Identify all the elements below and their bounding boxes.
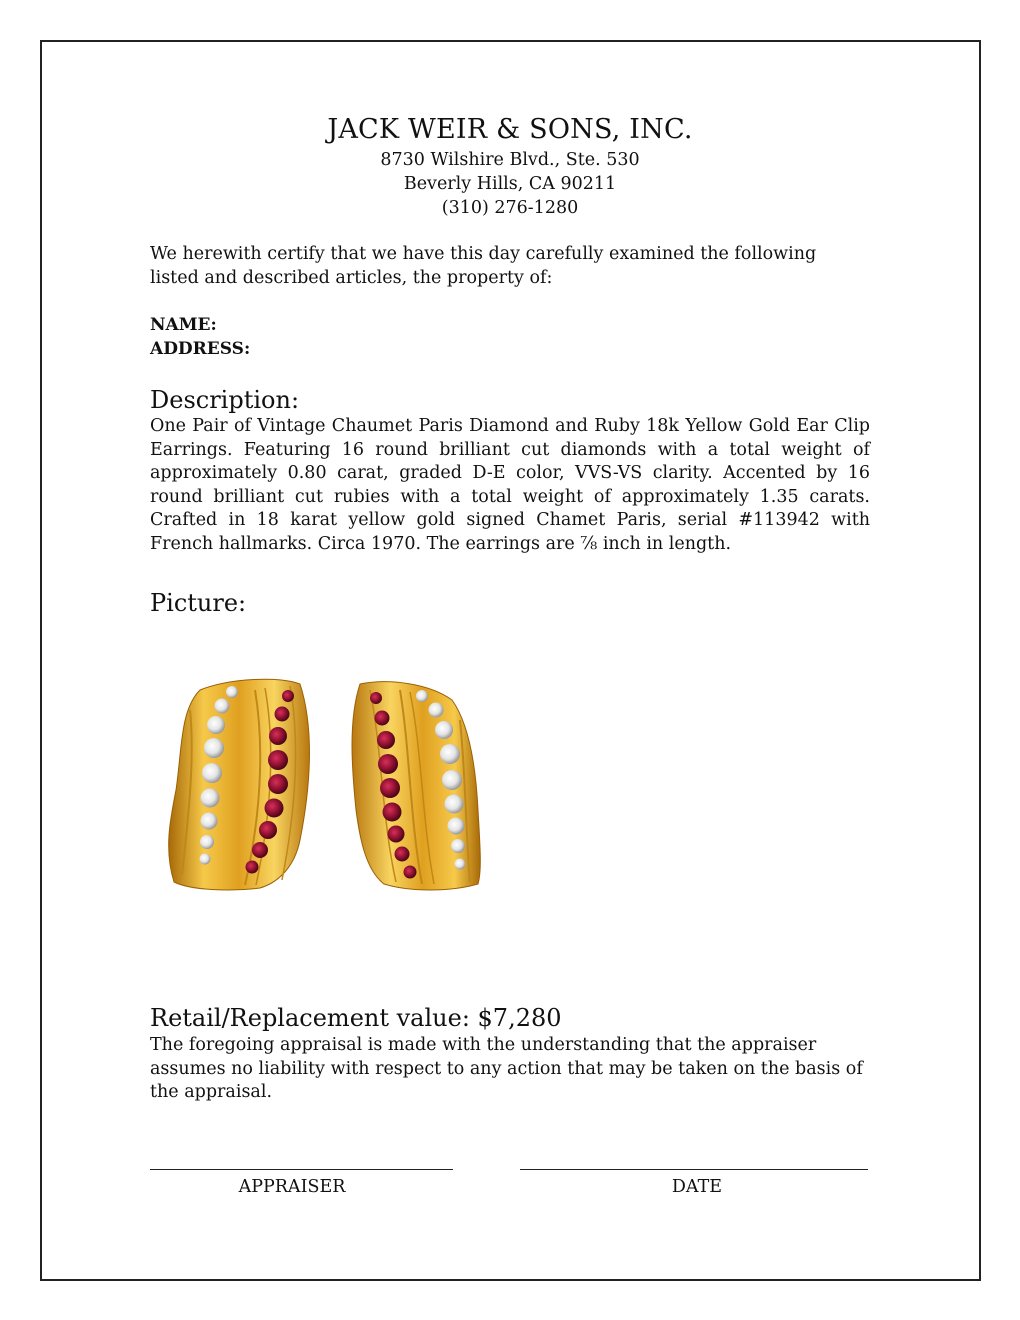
date-label: DATE bbox=[671, 1177, 723, 1197]
valuation-heading: Retail/Replacement value: $7,280 bbox=[150, 1004, 562, 1032]
letterhead bbox=[0, 112, 1020, 220]
valuation-disclaimer: The foregoing appraisal is made with the understanding that the appraiser assumes no liability with respect to any action that may be taken on the basis of the appraisal. bbox=[150, 1035, 863, 1102]
left-earring bbox=[169, 679, 310, 890]
description-heading: Description: bbox=[150, 386, 300, 414]
owner-name-label: NAME: bbox=[150, 315, 217, 335]
date-signature-line bbox=[520, 1169, 868, 1170]
certification-statement: We herewith certify that we have this day carefully examined the following listed and described articles, the property of: bbox=[150, 244, 817, 288]
company-phone: (310) 276-1280 bbox=[441, 198, 579, 218]
picture-heading: Picture: bbox=[150, 589, 247, 617]
earrings-illustration bbox=[160, 670, 500, 900]
appraiser-label: APPRAISER bbox=[238, 1177, 346, 1197]
earrings-photo bbox=[160, 670, 500, 900]
owner-address-label: ADDRESS: bbox=[150, 339, 251, 359]
company-address-line2: Beverly Hills, CA 90211 bbox=[403, 174, 617, 194]
right-earring bbox=[352, 682, 480, 890]
appraiser-signature-line bbox=[150, 1169, 453, 1170]
description-text: One Pair of Vintage Chaumet Paris Diamond and Ruby 18k Yellow Gold Ear Clip Earrings. Featuring 16 round brilliant cut diamonds with a total weight of approximately 0.80 carat, graded D-E color, VVS-VS clarity. Accented by 16 round brilliant cut rubies with a total weight of approximately 1.35 carats. Crafted in 18 karat yellow gold signed Chamet Paris, serial #113942 with French hallmarks. Circa 1970. The earrings are ⅞ inch in length. bbox=[150, 416, 870, 554]
company-address-line1: 8730 Wilshire Blvd., Ste. 530 bbox=[380, 150, 640, 170]
company-name: JACK WEIR & SONS, INC. bbox=[327, 114, 693, 145]
